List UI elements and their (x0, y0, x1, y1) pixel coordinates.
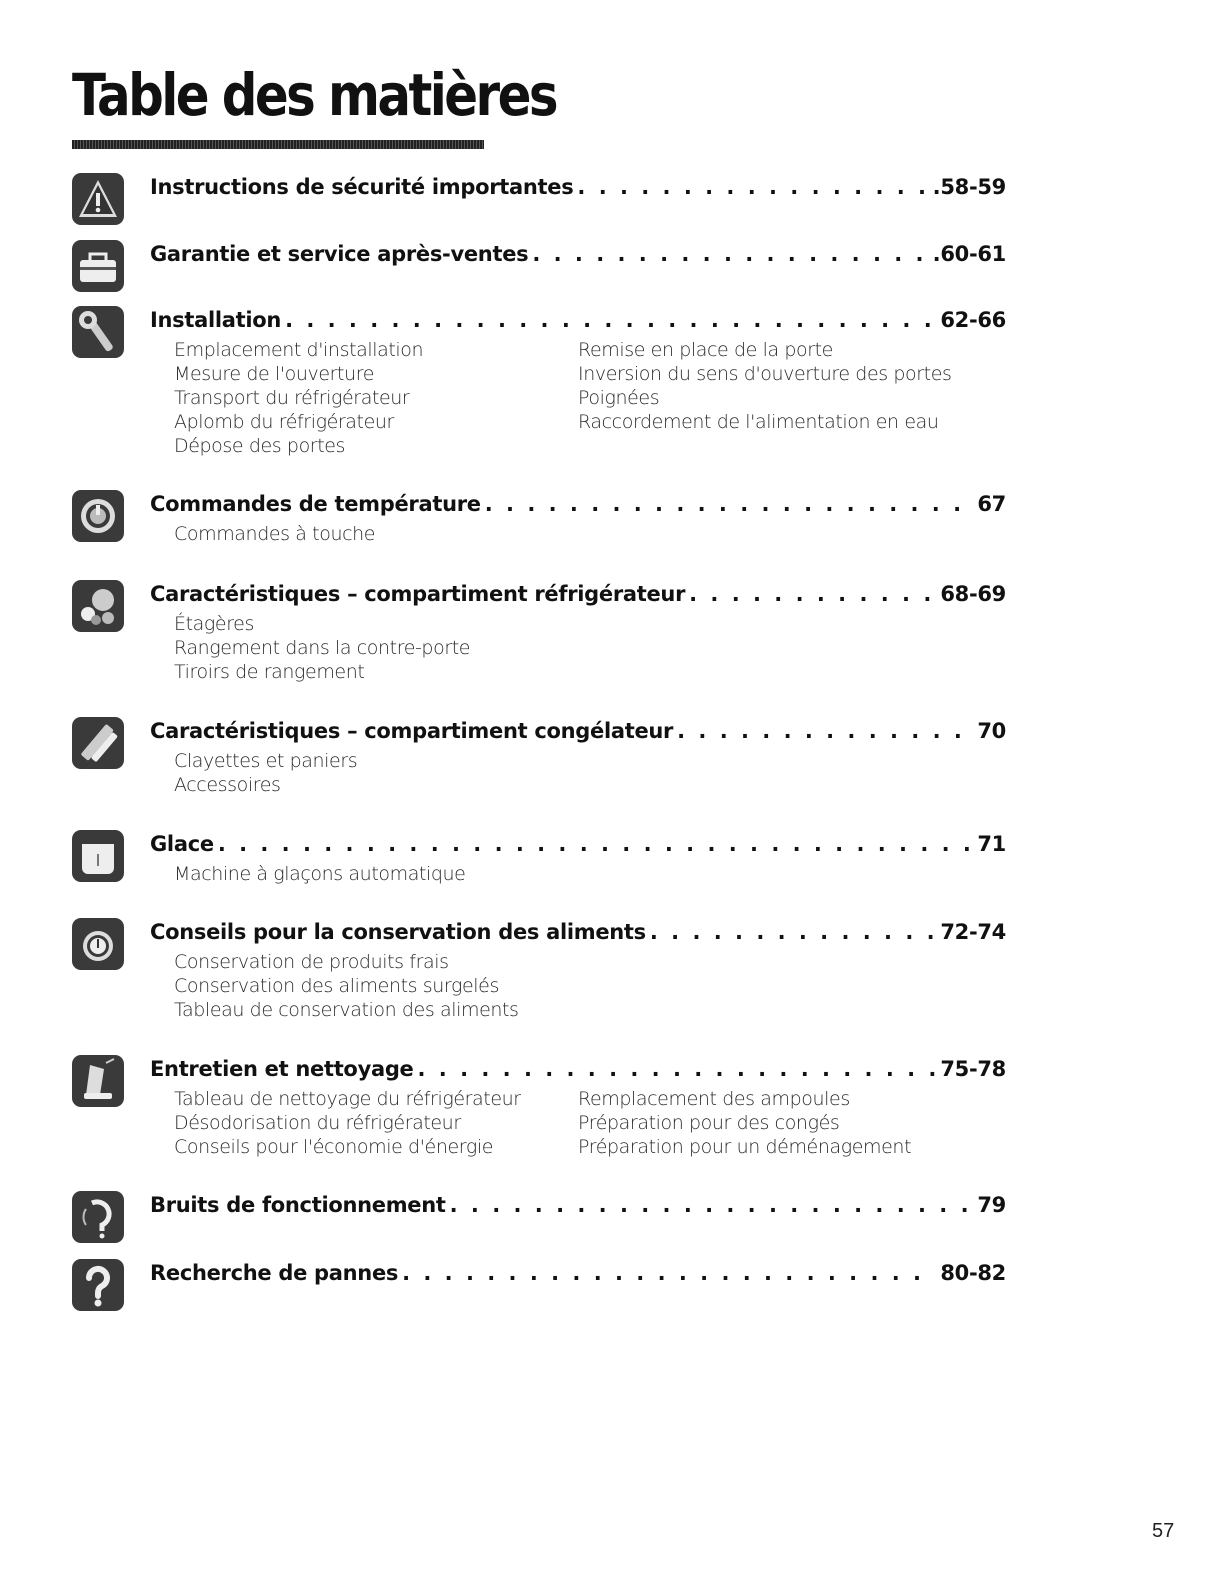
toc-subitems (174, 950, 994, 1022)
toc-page-range: .58-59 (932, 175, 1006, 199)
cleaning-icon (72, 1055, 124, 1107)
toc-title: Caractéristiques – compartiment congélateur (150, 719, 674, 743)
warning-icon (72, 173, 124, 225)
toc-subitem[interactable]: Clayettes et paniers (174, 750, 358, 772)
toc-title: Caractéristiques – compartiment réfrigérateur (150, 582, 686, 606)
toc-subitems (174, 338, 994, 458)
toc-page-range: 80-82 (940, 1261, 1006, 1285)
toc-title: Installation (150, 308, 282, 332)
toc-leader (418, 1057, 937, 1081)
toc-subitem[interactable]: Préparation pour des congés (578, 1112, 840, 1134)
toc-heading[interactable] (150, 492, 1006, 520)
toc-page-range: 72-74 (940, 920, 1006, 944)
toc-subitems (174, 522, 994, 546)
toc-subitem[interactable]: Remise en place de la porte (578, 339, 833, 361)
toc-leader (577, 175, 928, 199)
toc-leader (285, 308, 936, 332)
question-icon (72, 1259, 124, 1311)
page-title: Table des matières (72, 61, 556, 129)
toc-page-range: 62-66 (940, 308, 1006, 332)
toc-subitem[interactable]: Tiroirs de rangement (174, 661, 365, 683)
toc-subitem[interactable]: Mesure de l'ouverture (174, 363, 375, 385)
toc-heading[interactable] (150, 242, 1006, 270)
toc-leader (532, 242, 928, 266)
toc-subitem[interactable]: Dépose des portes (174, 435, 346, 457)
toc-subitem[interactable]: Transport du réfrigérateur (174, 387, 410, 409)
toc-subitem[interactable]: Tableau de conservation des aliments (174, 999, 519, 1021)
toc-subitem[interactable]: Emplacement d'installation (174, 339, 424, 361)
toc-heading[interactable] (150, 920, 1006, 948)
toc-subitem[interactable]: Conseils pour l'économie d'énergie (174, 1136, 493, 1158)
toc-page-range: 67 (977, 492, 1006, 516)
thermometer-icon (72, 918, 124, 970)
toc-subitem[interactable]: Étagères (174, 613, 254, 635)
toc-leader (677, 719, 973, 743)
toc-subitems (174, 1087, 994, 1159)
sound-icon (72, 1191, 124, 1243)
toc-subitem[interactable]: Conservation des aliments surgelés (174, 975, 499, 997)
toc-title: Garantie et service après-ventes (150, 242, 529, 266)
toc-leader (650, 920, 936, 944)
toc-heading[interactable] (150, 719, 1006, 747)
toc-title: Conseils pour la conservation des aliments (150, 920, 646, 944)
toc-page-range: 70 (977, 719, 1006, 743)
toc-leader (218, 832, 974, 856)
title-underline (72, 140, 484, 149)
toc-title: Commandes de température (150, 492, 481, 516)
toc-subitem[interactable]: Inversion du sens d'ouverture des portes (578, 363, 952, 385)
toc-leader (689, 582, 936, 606)
toc-heading[interactable] (150, 582, 1006, 610)
toc-subitem[interactable]: Remplacement des ampoules (578, 1088, 850, 1110)
toc-subitem[interactable]: Tableau de nettoyage du réfrigérateur (174, 1088, 521, 1110)
toc-heading[interactable] (150, 308, 1006, 336)
toc-title: Recherche de pannes (150, 1261, 399, 1285)
toc-heading[interactable] (150, 1261, 1006, 1289)
toc-subitem[interactable]: Raccordement de l'alimentation en eau (578, 411, 939, 433)
toc-subitems (174, 749, 994, 797)
toc-title: Entretien et nettoyage (150, 1057, 414, 1081)
toc-subitems (174, 612, 994, 684)
toc-page-range: 75-78 (940, 1057, 1006, 1081)
toc-subitem[interactable]: Poignées (578, 387, 660, 409)
toc-subitem[interactable]: Désodorisation du réfrigérateur (174, 1112, 461, 1134)
toc-title: Bruits de fonctionnement (150, 1193, 446, 1217)
toc-page-range: .60-61 (932, 242, 1006, 266)
toc-heading[interactable] (150, 1057, 1006, 1085)
toc-leader (450, 1193, 974, 1217)
toc-subitem[interactable]: Conservation de produits frais (174, 951, 449, 973)
toc-page-range: 68-69 (940, 582, 1006, 606)
toc-page-range: 71 (977, 832, 1006, 856)
toc-heading[interactable] (150, 175, 1006, 203)
toc-heading[interactable] (150, 832, 1006, 860)
toc-subitem[interactable]: Machine à glaçons automatique (174, 863, 466, 885)
freezer-icon (72, 717, 124, 769)
dial-icon (72, 490, 124, 542)
ice-bin-icon (72, 830, 124, 882)
page-number: 57 (1152, 1520, 1175, 1542)
toc-subitem[interactable]: Accessoires (174, 774, 281, 796)
toc-subitem[interactable]: Commandes à touche (174, 523, 376, 545)
toc-heading[interactable] (150, 1193, 1006, 1221)
produce-icon (72, 580, 124, 632)
wrench-icon (72, 306, 124, 358)
toc-leader (402, 1261, 936, 1285)
toc-subitems (174, 862, 994, 886)
toc-title: Glace (150, 832, 214, 856)
toc-subitem[interactable]: Préparation pour un déménagement (578, 1136, 912, 1158)
toc-subitem[interactable]: Aplomb du réfrigérateur (174, 411, 394, 433)
toc-subitem[interactable]: Rangement dans la contre-porte (174, 637, 471, 659)
toc-leader (485, 492, 974, 516)
toc-page-range: 79 (977, 1193, 1006, 1217)
toc-title: Instructions de sécurité importantes (150, 175, 574, 199)
toolbox-icon (72, 240, 124, 292)
